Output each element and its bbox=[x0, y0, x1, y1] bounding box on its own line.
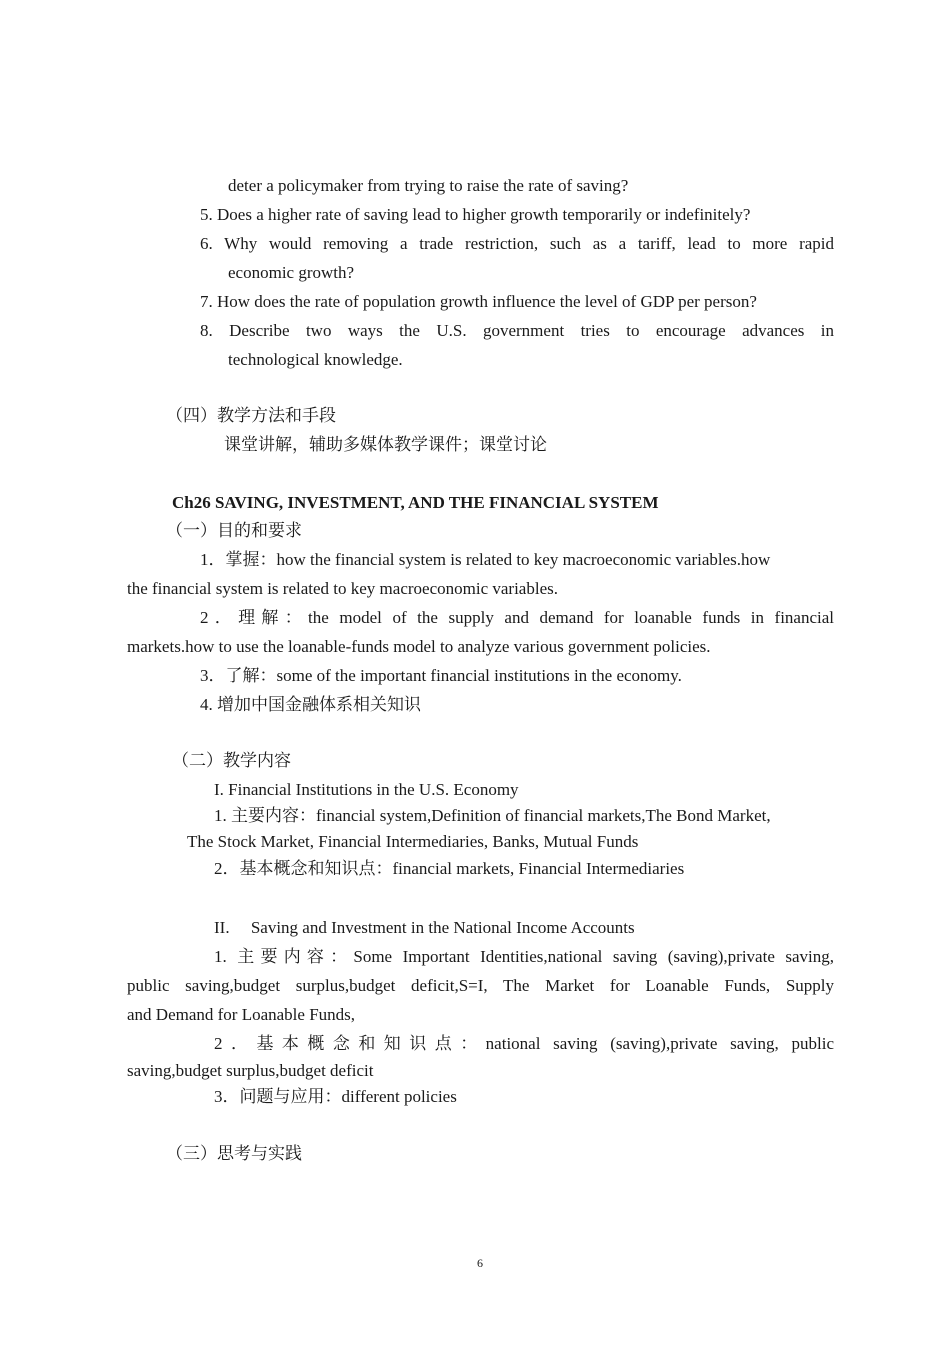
question-5: 5. Does a higher rate of saving lead to higher growth temporarily or indefinitely? bbox=[200, 205, 751, 224]
question-7: 7. How does the rate of population growth influence the level of GDP per person? bbox=[200, 292, 757, 311]
section-2-main-line-1: 1. 主要内容：Some Important Identities,national saving (saving),private saving, bbox=[214, 947, 834, 966]
section-1-main-line-2: The Stock Market, Financial Intermediaries, Banks, Mutual Funds bbox=[187, 832, 639, 851]
question-6-line-1: 6. Why would removing a trade restriction, such as a tariff, lead to more rapid bbox=[200, 234, 834, 253]
objectives-heading: （一）目的和要求 bbox=[166, 521, 302, 540]
section-2-main-line-2: public saving,budget surplus,budget deficit,S=I, The Market for Loanable Funds, Supply bbox=[127, 976, 834, 995]
question-8-line-2: technological knowledge. bbox=[228, 350, 403, 369]
objective-4: 4. 增加中国金融体系相关知识 bbox=[200, 695, 421, 714]
section-2-application: 3．问题与应用：different policies bbox=[214, 1087, 457, 1106]
section-1-title: I. Financial Institutions in the U.S. Economy bbox=[214, 780, 519, 799]
methods-heading: （四）教学方法和手段 bbox=[166, 406, 336, 425]
objective-2-line-2: markets.how to use the loanable-funds model to analyze various government policies. bbox=[127, 637, 711, 656]
methods-body: 课堂讲解，辅助多媒体教学课件；课堂讨论 bbox=[224, 435, 547, 454]
objective-3: 3．了解：some of the important financial institutions in the economy. bbox=[200, 666, 682, 685]
question-8-line-1: 8. Describe two ways the U.S. government tries to encourage advances in bbox=[200, 321, 834, 340]
section-1-main-line-1: 1. 主要内容：financial system,Definition of financial markets,The Bond Market, bbox=[214, 806, 771, 825]
section-2-main-line-3: and Demand for Loanable Funds, bbox=[127, 1005, 356, 1024]
page-number: 6 bbox=[477, 1256, 483, 1270]
objective-2-line-1: 2．理解：the model of the supply and demand for loanable funds in financial bbox=[200, 608, 834, 627]
section-2-concepts-line-2: saving,budget surplus,budget deficit bbox=[127, 1061, 374, 1080]
objective-1-line-1: 1．掌握：how the financial system is related to key macroeconomic variables.how bbox=[200, 550, 771, 569]
section-1-concepts: 2．基本概念和知识点：financial markets, Financial Intermediaries bbox=[214, 859, 685, 878]
practice-heading: （三）思考与实践 bbox=[166, 1144, 302, 1163]
content-heading: （二）教学内容 bbox=[172, 751, 291, 770]
objective-1-line-2: the financial system is related to key macroeconomic variables. bbox=[127, 579, 558, 598]
section-2-title: II. Saving and Investment in the National Income Accounts bbox=[214, 918, 635, 937]
chapter-title: Ch26 SAVING, INVESTMENT, AND THE FINANCIAL SYSTEM bbox=[172, 493, 659, 512]
section-2-concepts-line-1: 2．基本概念和知识点：national saving (saving),private saving, public bbox=[214, 1034, 834, 1053]
question-4-continuation: deter a policymaker from trying to raise the rate of saving? bbox=[228, 176, 629, 195]
question-6-line-2: economic growth? bbox=[228, 263, 355, 282]
